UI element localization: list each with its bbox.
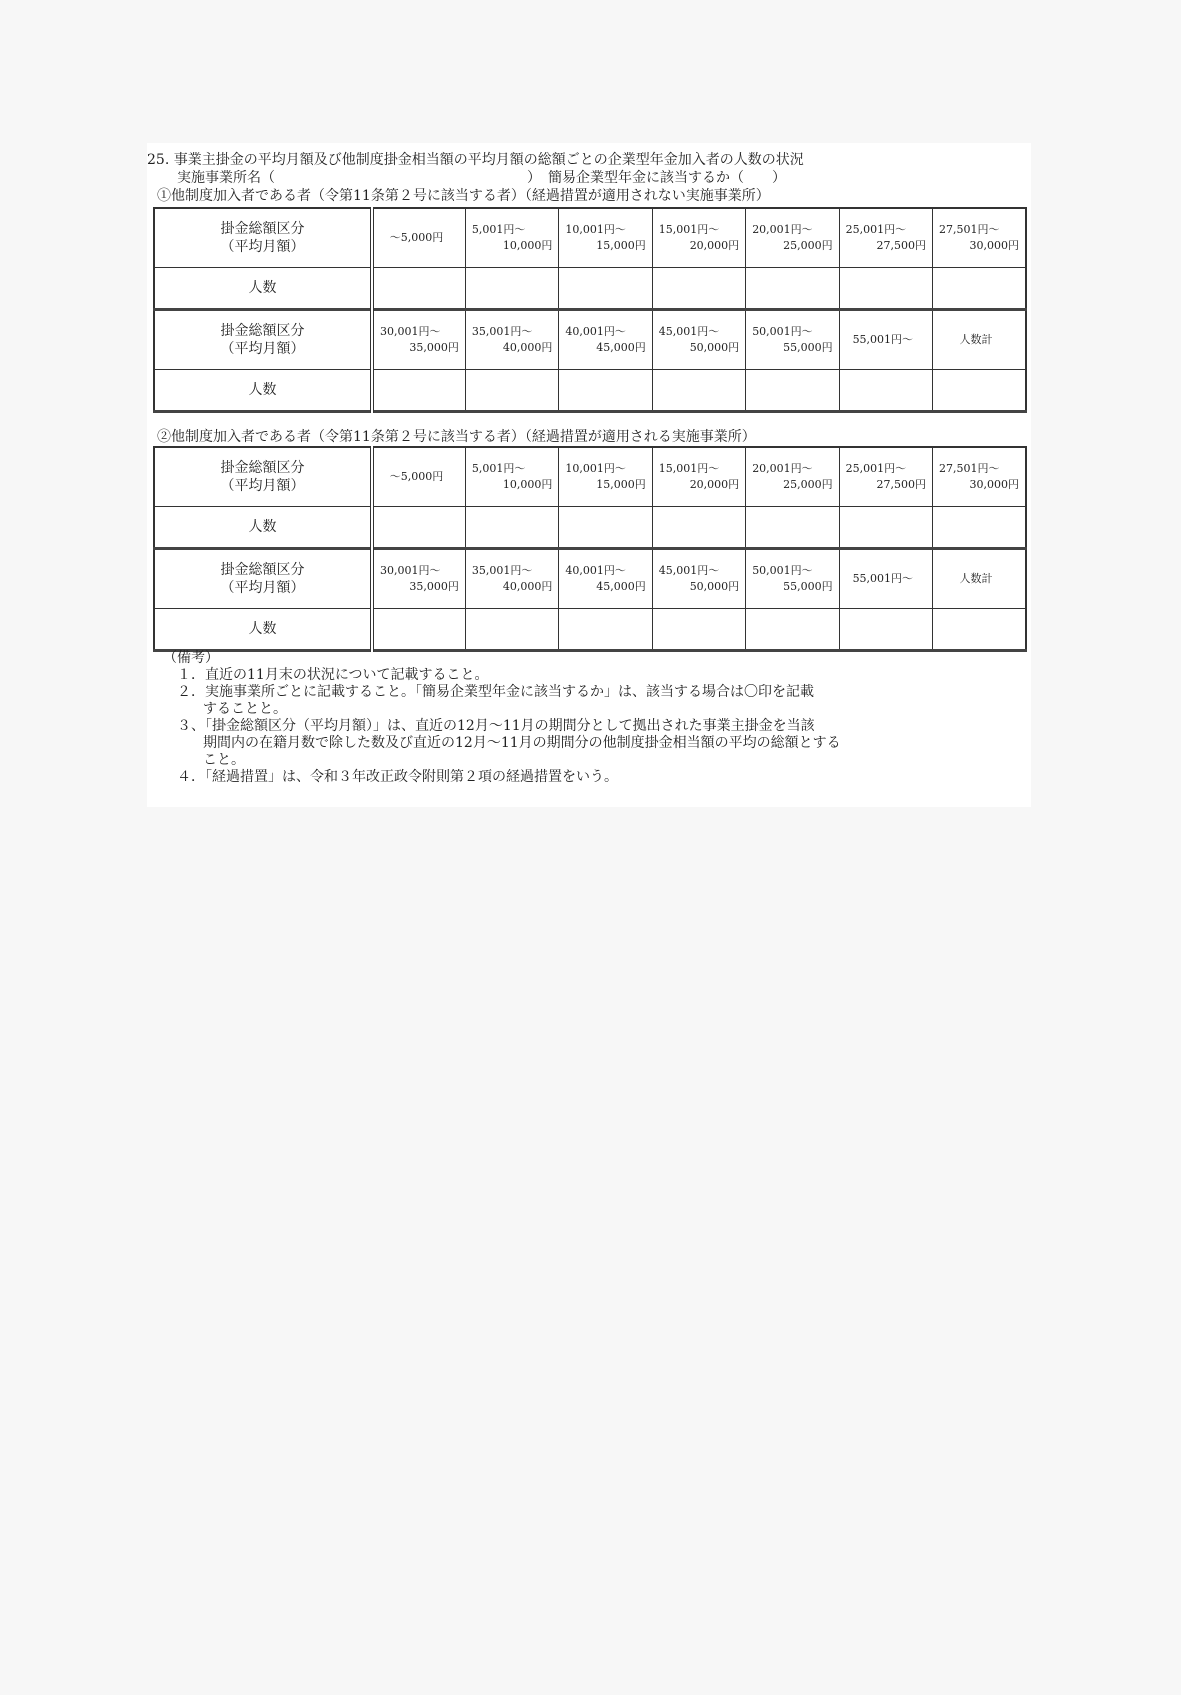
range-cell: [559, 447, 652, 507]
range-from: 10,001円～: [565, 462, 626, 475]
count-cell[interactable]: [372, 268, 465, 310]
range-to: 55,000円: [783, 341, 833, 354]
category-label-text: 掛金総額区分: [220, 221, 305, 237]
range-to: 15,000円: [596, 239, 646, 252]
count-cell[interactable]: [746, 609, 839, 651]
range-cell: [559, 310, 652, 370]
range-cell: [839, 310, 932, 370]
range-from: ～5,000円: [389, 231, 444, 244]
range-to: 20,000円: [689, 239, 740, 252]
category-row: [154, 310, 1026, 370]
note-2-cont: することと。: [203, 701, 287, 717]
range-to: 45,000円: [596, 580, 646, 593]
range-cell: [372, 549, 465, 609]
count-cell[interactable]: [933, 609, 1026, 651]
range-to: 55,000円: [783, 580, 833, 593]
document-title: 25. 事業主掛金の平均月額及び他制度掛金相当額の平均月額の総額ごとの企業型年金加入者の人数の状況: [147, 152, 804, 168]
range-to: 10,000円: [502, 478, 553, 491]
range-cell: [652, 549, 745, 609]
range-cell: [372, 447, 465, 507]
table-2: [153, 446, 1027, 652]
category-label-text: 掛金総額区分: [220, 460, 305, 476]
note-4: ４．「経過措置」は、令和３年改正政令附則第２項の経過措置をいう。: [177, 769, 618, 785]
count-cell[interactable]: [465, 609, 558, 651]
range-cell: [746, 549, 839, 609]
document-page: [147, 143, 1031, 807]
range-to: 50,000円: [689, 341, 740, 354]
count-cell[interactable]: [839, 609, 932, 651]
count-cell[interactable]: [652, 268, 745, 310]
range-cell: [559, 208, 652, 268]
category-label-text: 掛金総額区分: [220, 323, 305, 339]
range-from: 45,001円～: [658, 564, 720, 577]
range-cell: [465, 549, 558, 609]
section-1-heading: ①他制度加入者である者（令第11条第２号に該当する者）（経過措置が適用されない実施事業所）: [157, 188, 770, 204]
range-from: 15,001円～: [658, 223, 720, 236]
section-2-heading: ②他制度加入者である者（令第11条第２号に該当する者）（経過措置が適用される実施事業所）: [157, 429, 756, 445]
note-2: ２．実施事業所ごとに記載すること。「簡易企業型年金に該当するか」は、該当する場合は〇印を記載: [177, 684, 814, 700]
range-from: ～5,000円: [389, 470, 444, 483]
count-cell[interactable]: [746, 268, 839, 310]
range-from: 5,001円～: [471, 462, 526, 475]
count-cell[interactable]: [746, 370, 839, 412]
range-cell: [839, 447, 932, 507]
range-from: 20,001円～: [752, 223, 813, 236]
range-cell: [652, 447, 745, 507]
count-label: 人数: [154, 370, 372, 412]
range-from: 45,001円～: [658, 325, 720, 338]
range-cell: [933, 208, 1026, 268]
range-cell: [652, 310, 745, 370]
count-cell[interactable]: [372, 370, 465, 412]
range-cell: [746, 447, 839, 507]
range-to: 20,000円: [689, 478, 740, 491]
range-from: 15,001円～: [658, 462, 720, 475]
count-label: 人数: [154, 268, 372, 310]
count-cell[interactable]: [839, 507, 932, 549]
range-cell: [652, 208, 745, 268]
range-from: 27,501円～: [939, 462, 1000, 475]
range-cell: [465, 447, 558, 507]
range-to: 35,000円: [409, 580, 459, 593]
count-row: [154, 268, 1026, 310]
count-cell[interactable]: [465, 507, 558, 549]
count-cell[interactable]: [652, 507, 745, 549]
range-to: 30,000円: [969, 478, 1019, 491]
note-3-cont: 期間内の在籍月数で除した数及び直近の12月～11月の期間分の他制度掛金相当額の平均の総額とする: [203, 735, 841, 751]
range-to: 10,000円: [502, 239, 553, 252]
range-from: 30,001円～: [380, 564, 441, 577]
range-from: 55,001円～: [852, 333, 914, 346]
range-from: 27,501円～: [939, 223, 1000, 236]
range-from: 35,001円～: [471, 325, 533, 338]
range-cell: [465, 208, 558, 268]
count-cell[interactable]: [465, 268, 558, 310]
range-to: 15,000円: [596, 478, 646, 491]
range-from: 人数計: [959, 572, 993, 585]
count-cell[interactable]: [933, 268, 1026, 310]
category-row: [154, 549, 1026, 609]
note-3: ３、「掛金総額区分（平均月額）」は、直近の12月～11月の期間分として拠出された事業主掛金を当該: [177, 718, 815, 734]
range-cell: [746, 208, 839, 268]
table-1: [153, 207, 1027, 413]
range-from: 5,001円～: [471, 223, 526, 236]
count-cell[interactable]: [559, 268, 652, 310]
avg-label-text: （平均月額）: [220, 239, 305, 255]
range-to: 25,000円: [783, 239, 833, 252]
range-cell: [839, 549, 932, 609]
range-to: 40,000円: [502, 580, 553, 593]
count-cell[interactable]: [465, 370, 558, 412]
range-to: 27,500円: [876, 239, 927, 252]
notes: [163, 650, 841, 786]
range-to: 30,000円: [969, 239, 1019, 252]
range-cell: [746, 310, 839, 370]
range-cell: [465, 310, 558, 370]
range-from: 55,001円～: [852, 572, 914, 585]
range-cell: [933, 447, 1026, 507]
count-label: 人数: [154, 507, 372, 549]
avg-label-text: （平均月額）: [220, 580, 305, 596]
range-to: 25,000円: [783, 478, 833, 491]
count-label: 人数: [154, 609, 372, 651]
count-row: [154, 507, 1026, 549]
range-from: 50,001円～: [752, 325, 813, 338]
range-from: 40,001円～: [565, 325, 626, 338]
range-to: 50,000円: [689, 580, 740, 593]
avg-label-text: （平均月額）: [220, 341, 305, 357]
notes-heading: （備考）: [163, 650, 219, 666]
range-cell: [933, 549, 1026, 609]
note-3-cont2: こと。: [203, 752, 245, 768]
category-label: [154, 310, 372, 370]
range-from: 人数計: [959, 333, 993, 346]
range-to: 45,000円: [596, 341, 646, 354]
range-cell: [372, 208, 465, 268]
avg-label-text: （平均月額）: [220, 478, 305, 494]
count-cell[interactable]: [652, 609, 745, 651]
range-from: 40,001円～: [565, 564, 626, 577]
range-cell: [839, 208, 932, 268]
count-cell[interactable]: [933, 370, 1026, 412]
range-to: 27,500円: [876, 478, 927, 491]
count-cell[interactable]: [839, 370, 932, 412]
range-from: 25,001円～: [845, 462, 907, 475]
range-from: 10,001円～: [565, 223, 626, 236]
count-cell[interactable]: [746, 507, 839, 549]
range-from: 25,001円～: [845, 223, 907, 236]
range-from: 35,001円～: [471, 564, 533, 577]
category-label-text: 掛金総額区分: [220, 562, 305, 578]
range-cell: [559, 549, 652, 609]
range-from: 20,001円～: [752, 462, 813, 475]
count-cell[interactable]: [652, 370, 745, 412]
range-cell: [933, 310, 1026, 370]
range-to: 40,000円: [502, 341, 553, 354]
count-cell[interactable]: [839, 268, 932, 310]
range-from: 30,001円～: [380, 325, 441, 338]
count-cell[interactable]: [559, 609, 652, 651]
category-label: [154, 447, 372, 507]
category-row: [154, 208, 1026, 268]
count-row: [154, 370, 1026, 412]
category-label: [154, 208, 372, 268]
count-cell[interactable]: [559, 370, 652, 412]
count-cell[interactable]: [559, 507, 652, 549]
range-from: 50,001円～: [752, 564, 813, 577]
range-cell: [372, 310, 465, 370]
range-to: 35,000円: [409, 341, 459, 354]
category-row: [154, 447, 1026, 507]
office-name-line: 実施事業所名（ ） 簡易企業型年金に該当するか（ ）: [177, 170, 786, 186]
count-row: [154, 609, 1026, 651]
category-label: [154, 549, 372, 609]
note-1: １．直近の11月末の状況について記載すること。: [177, 667, 489, 683]
count-cell[interactable]: [372, 507, 465, 549]
count-cell[interactable]: [933, 507, 1026, 549]
count-cell[interactable]: [372, 609, 465, 651]
